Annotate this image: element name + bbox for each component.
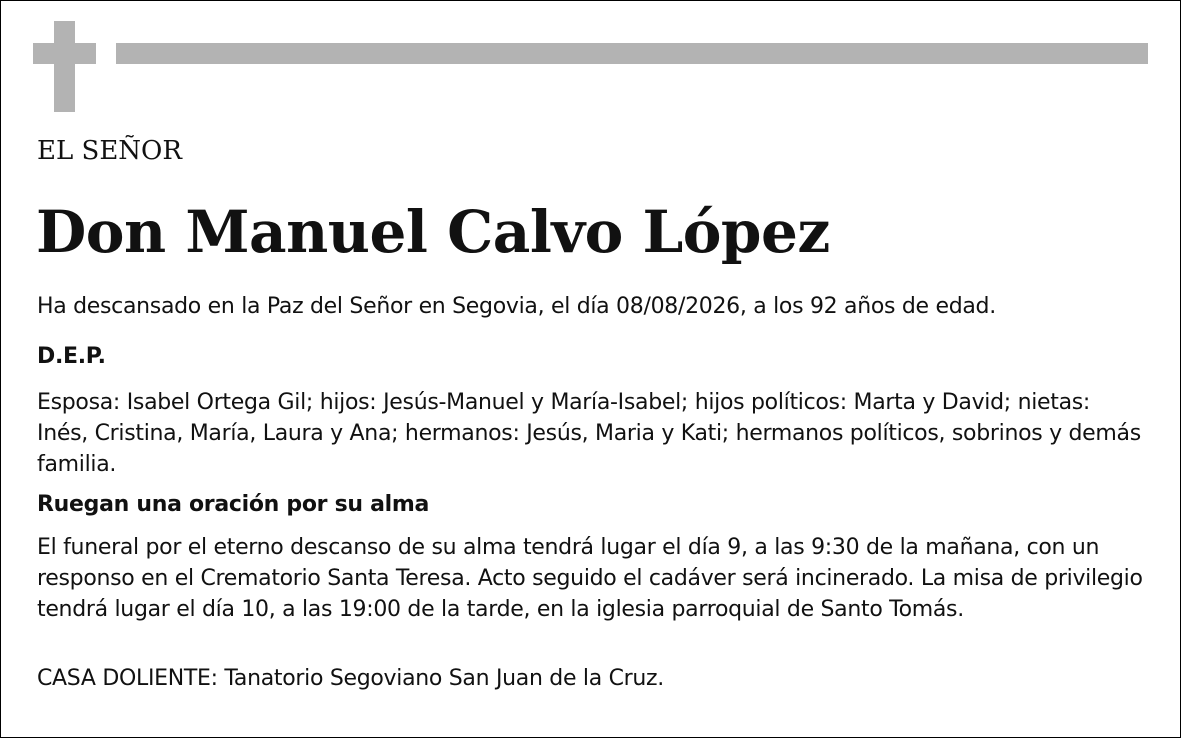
header-rule — [116, 43, 1148, 64]
rip-text: D.E.P. — [37, 344, 106, 369]
family-list: Esposa: Isabel Ortega Gil; hijos: Jesús-Manuel y María-Isabel; hijos políticos: Marta y David; nietas: Inés, Cristina, María, Laura y Ana; hermanos: Jesús, Maria y Kati; hermanos políticos, sobrinos y demás familia. — [37, 390, 1141, 477]
title-prefix: EL SEÑOR — [37, 136, 182, 166]
funeral-details: El funeral por el eterno descanso de su alma tendrá lugar el día 9, a las 9:30 de la mañana, con un responso en el Crematorio Santa Teresa. Acto seguido el cadáver será incinerado. La misa de privilegio tendrá lugar el día 10, a las 19:00 de la tarde, en la iglesia parroquial de Santo Tomás. — [37, 535, 1143, 622]
cross-icon-horizontal-bar — [33, 43, 96, 64]
death-statement: Ha descansado en la Paz del Señor en Segovia, el día 08/08/2026, a los 92 años de edad. — [37, 294, 996, 319]
deceased-name: Don Manuel Calvo López — [36, 198, 830, 266]
house-of-mourning: CASA DOLIENTE: Tanatorio Segoviano San Juan de la Cruz. — [37, 666, 664, 691]
prayer-request: Ruegan una oración por su alma — [37, 492, 430, 517]
cross-icon-vertical-bar — [54, 21, 75, 112]
